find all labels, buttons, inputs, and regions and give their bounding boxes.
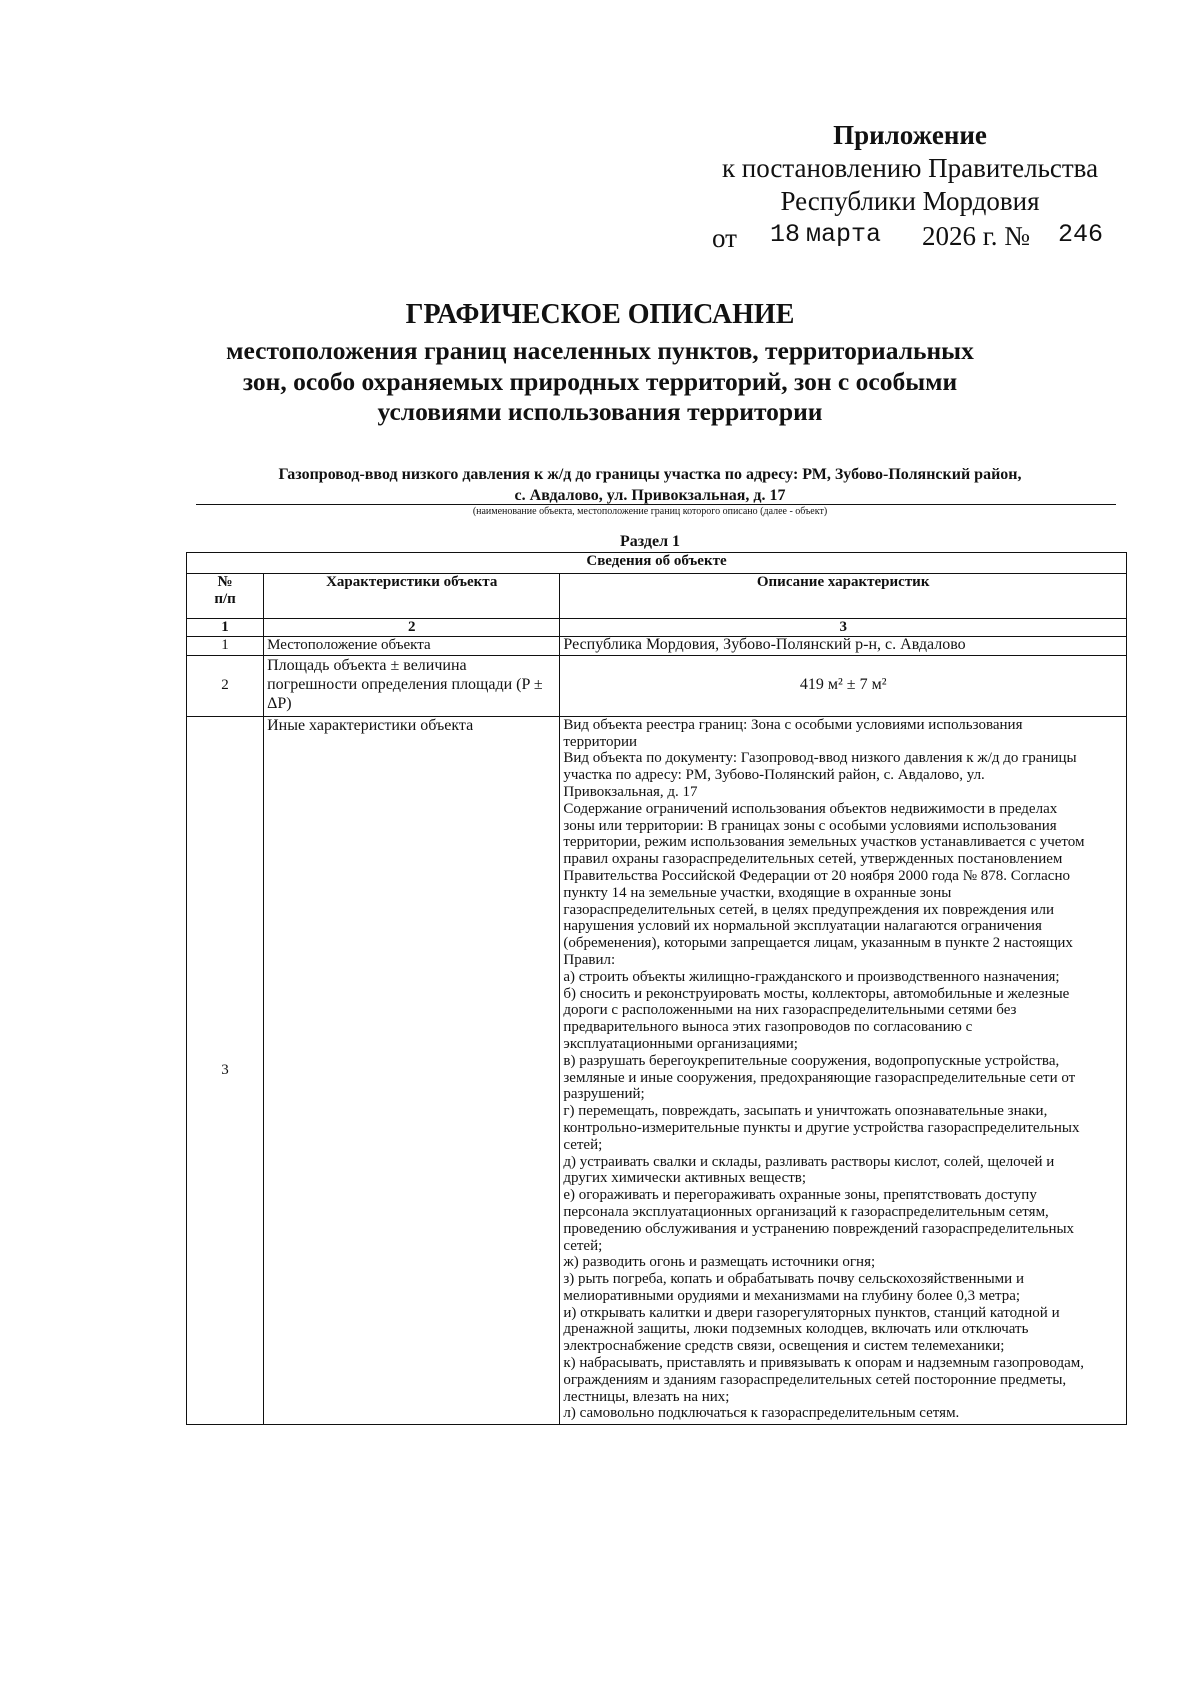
description-line: предварительного выноса этих газопроводов по согласованию с (563, 1019, 973, 1036)
row-value: Республика Мордовия, Зубово-Полянский р-н, с. Авдалово (560, 636, 1127, 655)
description-line: ж) разводить огонь и размещать источники огня; (563, 1254, 876, 1271)
description-line: л) самовольно подключаться к газораспределительным сетям. (563, 1405, 960, 1422)
header-characteristics: Характеристики объекта (264, 574, 560, 619)
table-caption: Сведения об объекте (187, 553, 1127, 574)
column-number: 3 (560, 619, 1127, 637)
table-row (187, 636, 1127, 655)
description-line: других химически активных веществ; (563, 1170, 807, 1187)
description-line: сетей; (563, 1136, 603, 1153)
description-line: дороги с расположенными на них газораспределительными сетями без (563, 1002, 1017, 1019)
row-label: Площадь объекта ± величина погрешности определения площади (P ± ΔP) (264, 655, 560, 716)
description-line: зоны или территории: В границах зоны с особыми условиями использования (563, 817, 1057, 834)
description-line: дренажной защиты, люки подземных колодцев, включать или отключать (563, 1321, 1029, 1338)
subtitle-line: зон, особо охраняемых природных территорий, зон с особыми (242, 366, 958, 396)
row-value: 419 м² ± 7 м² (560, 655, 1127, 716)
appendix-month: марта (806, 220, 882, 249)
description-line: нарушения условий их нормальной эксплуатации налагаются ограничения (563, 918, 1042, 935)
appendix-year: 2026 г. № (922, 221, 1031, 251)
appendix-block (690, 118, 1130, 254)
object-name-line: с. Авдалово, ул. Привокзальная, д. 17 (514, 487, 786, 504)
description-line: д) устраивать свалки и склады, разливать растворы кислот, солей, щелочей и (563, 1153, 1055, 1170)
description-line: Привокзальная, д. 17 (563, 783, 698, 800)
description-line: персонала эксплуатационных организаций к газораспределительным сетям, (563, 1203, 1049, 1220)
header-number (187, 574, 264, 619)
row-label: Иные характеристики объекта (264, 716, 560, 1424)
header-number-top: № (217, 574, 233, 590)
header-number-bottom: п/п (214, 590, 236, 607)
row-number: 2 (187, 655, 264, 716)
appendix-date-line (690, 218, 1130, 254)
description-line: разрушений; (563, 1086, 645, 1103)
description-line: в) разрушать берегоукрепительные сооружения, водопропускные устройства, (563, 1052, 1060, 1069)
description-line: Правительства Российской Федерации от 20 ноября 2000 года № 878. Согласно (563, 867, 1070, 884)
description-line: участка по адресу: РМ, Зубово-Полянский район, с. Авдалово, ул. (563, 767, 985, 784)
description-line: г) перемещать, повреждать, засыпать и уничтожать опознавательные знаки, (563, 1103, 1048, 1120)
column-numbers-row (187, 619, 1127, 637)
table-caption-row (187, 553, 1127, 574)
appendix-day: 18 (770, 220, 801, 249)
description-line: е) огораживать и перегораживать охранные зоны, препятствовать доступу (563, 1187, 1037, 1204)
object-caption: (наименование объекта, местоположение границ которого описано (далее - объект) (472, 506, 828, 517)
column-number: 1 (187, 619, 264, 637)
subtitle-line: условиями использования территории (377, 397, 823, 426)
document-title: ГРАФИЧЕСКОЕ ОПИСАНИЕ (405, 299, 795, 330)
description-line: лестницы, влезать на них; (563, 1388, 730, 1405)
subtitle-line: местоположения границ населенных пунктов, территориальных (226, 336, 974, 365)
object-info-table (186, 552, 1127, 1425)
description-line: з) рыть погреба, копать и обрабатывать почву сельскохозяйственными и (563, 1271, 1024, 1288)
column-number: 2 (264, 619, 560, 637)
row-number: 1 (187, 636, 264, 655)
description-line: земляные и иные сооружения, предохраняющие газораспределительные сети от (563, 1069, 1076, 1086)
appendix-number: 246 (1058, 220, 1104, 249)
description-line: Содержание ограничений использования объектов недвижимости в пределах (563, 800, 1058, 817)
description-line: газораспределительных сетей, в целях предупреждения их повреждения или (563, 901, 1055, 918)
description-line: правил охраны газораспределительных сетей, утвержденных постановлением (563, 851, 1063, 868)
description-line: а) строить объекты жилищно-гражданского и производственного назначения; (563, 968, 1060, 985)
table-header-row (187, 574, 1127, 619)
description-line: к) набрасывать, приставлять и привязывать к опорам и надземным газопроводам, (563, 1355, 1085, 1372)
row-value-description (560, 716, 1127, 1424)
description-line: мелиоративными орудиями и механизмами на глубину более 0,3 метра; (563, 1287, 1021, 1304)
object-name-line: Газопровод-ввод низкого давления к ж/д до границы участка по адресу: РМ, Зубово-Полянский район, (278, 466, 1022, 483)
description-line: электроснабжение средств связи, освещения и систем телемеханики; (563, 1338, 1005, 1355)
appendix-from: от (712, 223, 737, 253)
description-line: пункту 14 на земельные участки, входящие в охранные зоны (563, 884, 952, 901)
description-line: проведению обслуживания и устранению повреждений газораспределительных (563, 1220, 1075, 1237)
description-line: и) открывать калитки и двери газорегуляторных пунктов, станций катодной и (563, 1304, 1060, 1321)
header-description: Описание характеристик (560, 574, 1127, 619)
description-line: (обременения), которыми запрещается лицам, указанным в пункте 2 настоящих (563, 935, 1073, 952)
appendix-line-2: Республики Мордовия (780, 186, 1040, 216)
row-number: 3 (187, 716, 264, 1424)
appendix-title: Приложение (833, 120, 987, 150)
description-line: Вид объекта по документу: Газопровод-ввод низкого давления к ж/д до границы (563, 750, 1077, 767)
object-name-underline (196, 504, 1116, 505)
description-line: б) сносить и реконструировать мосты, коллекторы, автомобильные и железные (563, 985, 1070, 1002)
description-line: сетей; (563, 1237, 603, 1254)
object-name (180, 464, 1120, 506)
table-row (187, 716, 1127, 1424)
description-line: территории (563, 733, 638, 750)
description-line: Правил: (563, 951, 616, 968)
section-title: Раздел 1 (619, 533, 681, 550)
description-line: эксплуатационными организациями; (563, 1035, 798, 1052)
description-line: территории, режим использования земельных участков устанавливается с учетом (563, 834, 1085, 851)
description-line: Вид объекта реестра границ: Зона с особыми условиями использования (563, 716, 1023, 733)
table-row (187, 655, 1127, 716)
document-subtitle (200, 336, 1000, 428)
appendix-line-1: к постановлению Правительства (721, 153, 1099, 183)
description-line: ограждениям и зданиям газораспределительных сетей посторонние предметы, (563, 1371, 1067, 1388)
description-line: контрольно-измерительные пункты и другие устройства газораспределительных (563, 1119, 1080, 1136)
row-label: Местоположение объекта (264, 636, 560, 655)
